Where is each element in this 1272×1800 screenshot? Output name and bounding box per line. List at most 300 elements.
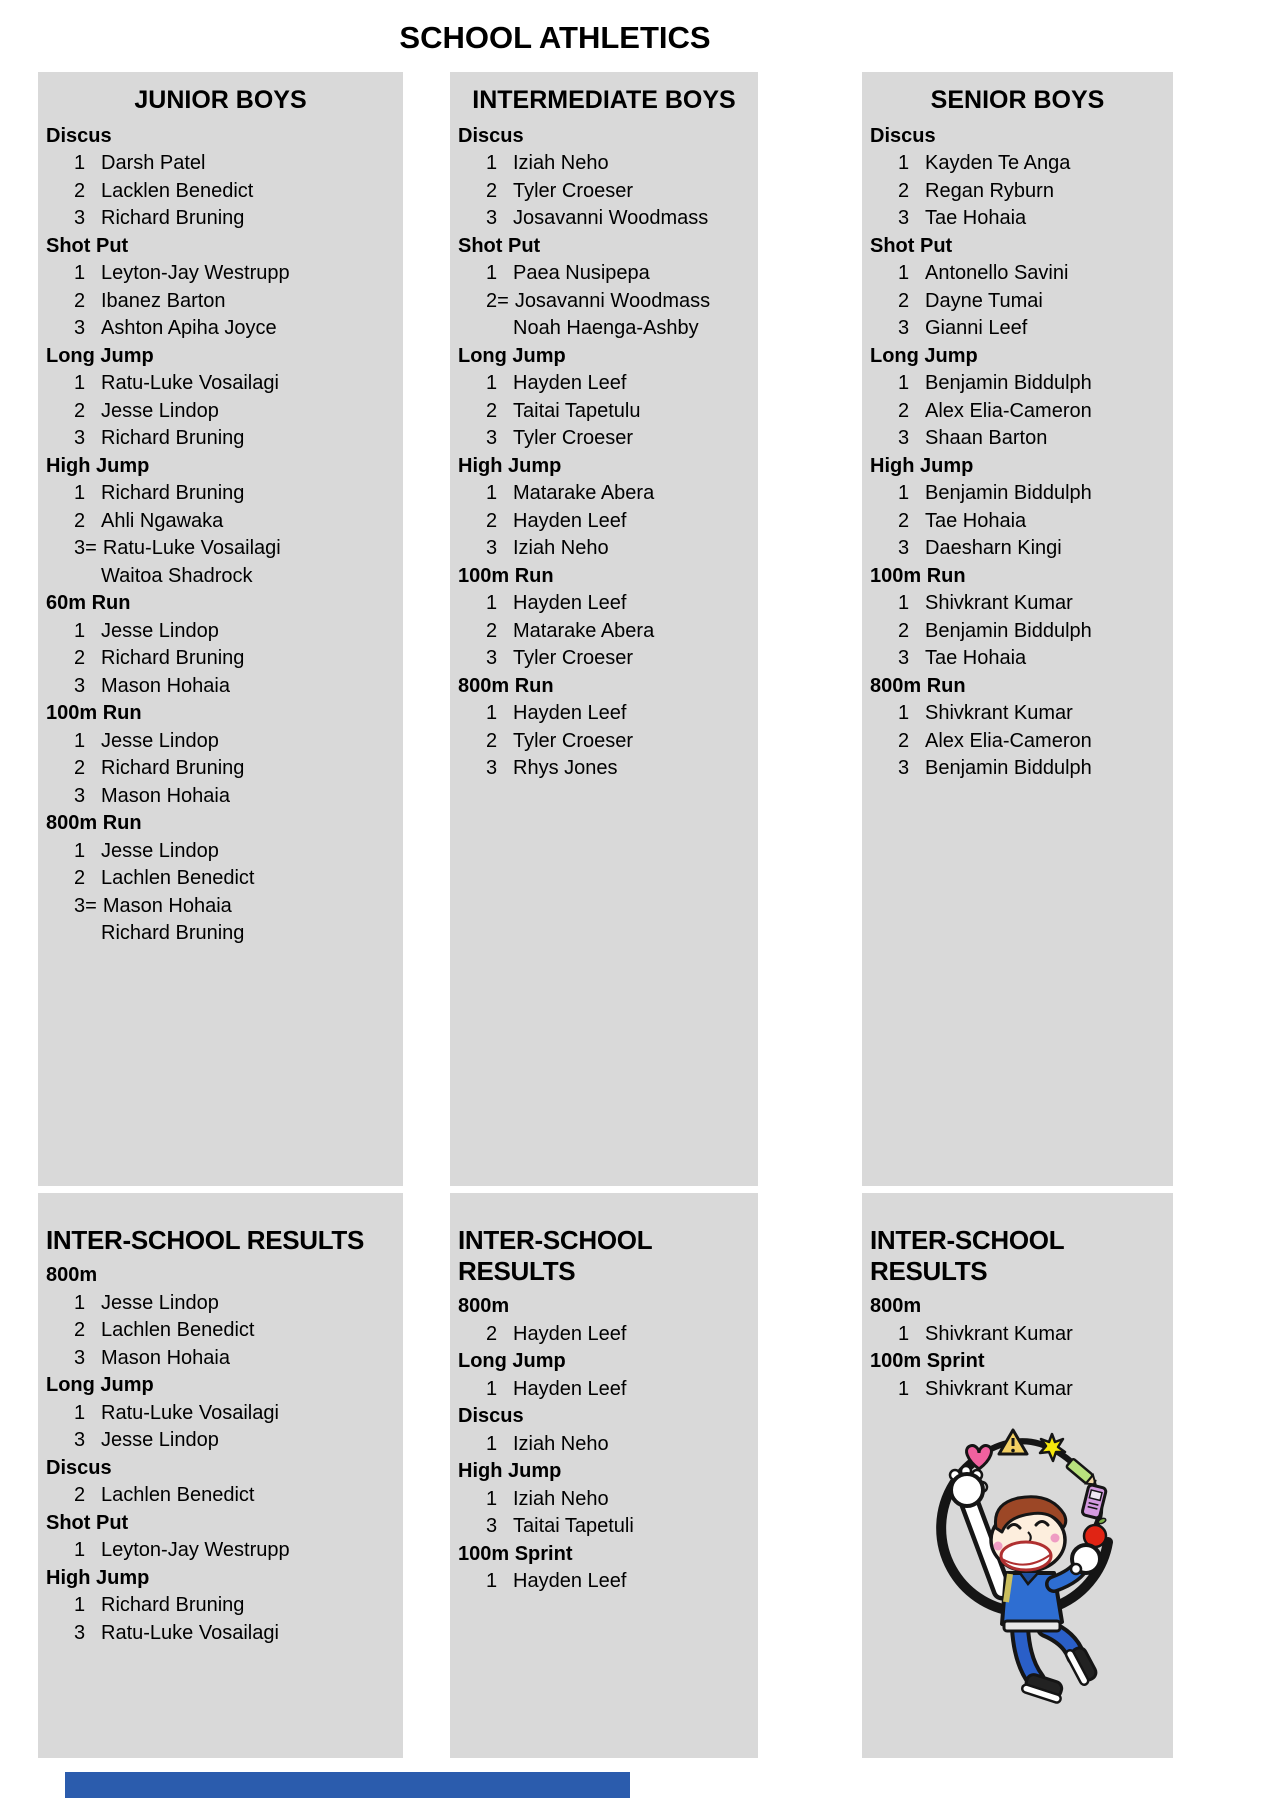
place-number: 2 <box>486 1322 498 1345</box>
competitor-name: Shivkrant Kumar <box>925 592 1073 615</box>
intermediate-boys-heading: INTERMEDIATE BOYS <box>472 86 736 114</box>
event-block <box>46 123 395 233</box>
competitor-name: Richard Bruning <box>101 757 245 780</box>
place-number: 1 <box>898 592 910 615</box>
result-row <box>46 673 395 701</box>
intermediate-inter-school-events <box>458 1293 750 1596</box>
head <box>991 1497 1066 1571</box>
competitor-name: Benjamin Biddulph <box>925 619 1092 642</box>
junior-boys-heading: JUNIOR BOYS <box>134 86 307 114</box>
result-row <box>458 178 750 206</box>
place-number: 1 <box>898 702 910 725</box>
event-block <box>46 1455 395 1510</box>
competitor-name: Shivkrant Kumar <box>925 1377 1073 1400</box>
competitor-name: Ashton Apiha Joyce <box>101 317 277 340</box>
place-number: 2 <box>898 619 910 642</box>
competitor-name: Richard Bruning <box>101 922 245 945</box>
result-row <box>458 1486 750 1514</box>
place-number: 1 <box>898 262 910 285</box>
intermediate-boys-panel <box>450 72 758 1186</box>
event-block <box>46 1372 395 1455</box>
place-number: 3 <box>74 674 86 697</box>
result-row <box>870 480 1165 508</box>
competitor-name: Daesharn Kingi <box>925 537 1062 560</box>
event-heading: 800m Run <box>870 674 966 697</box>
place-number: 3 <box>486 757 498 780</box>
result-row <box>458 700 750 728</box>
competitor-name: Tyler Croeser <box>513 647 634 670</box>
competitor-name: Matarake Abera <box>513 619 655 642</box>
event-block <box>458 1403 750 1458</box>
place-number: 1 <box>486 262 498 285</box>
event-heading: 100m Sprint <box>458 1542 573 1565</box>
result-row <box>870 755 1165 783</box>
competitor-name: Rhys Jones <box>513 757 618 780</box>
result-row <box>46 150 395 178</box>
place-number: 3 <box>74 1621 86 1644</box>
result-row <box>458 535 750 563</box>
result-row <box>458 508 750 536</box>
event-heading: Shot Put <box>46 234 129 257</box>
place-number: 3 <box>898 757 910 780</box>
result-row <box>870 618 1165 646</box>
competitor-name: Alex Elia-Cameron <box>925 729 1092 752</box>
competitor-name: Darsh Patel <box>101 152 206 175</box>
result-row <box>46 838 395 866</box>
place-number: 1 <box>486 702 498 725</box>
place-number: 2 <box>898 509 910 532</box>
place-number: 1 <box>74 262 86 285</box>
event-block <box>870 1348 1165 1403</box>
place-number: 3= <box>74 894 97 917</box>
competitor-name: Taitai Tapetulu <box>513 399 641 422</box>
result-row <box>46 315 395 343</box>
result-row <box>46 893 395 921</box>
event-block <box>458 1348 750 1403</box>
event-block <box>870 453 1165 563</box>
result-row <box>46 755 395 783</box>
competitor-name: Mason Hohaia <box>101 784 230 807</box>
event-block <box>870 123 1165 233</box>
event-heading: Long Jump <box>46 1374 154 1397</box>
event-heading: 100m Run <box>46 702 142 725</box>
competitor-name: Leyton-Jay Westrupp <box>101 1539 290 1562</box>
event-heading: 60m Run <box>46 592 131 615</box>
place-number: 3 <box>74 317 86 340</box>
competitor-name: Tae Hohaia <box>925 207 1027 230</box>
result-row <box>46 425 395 453</box>
place-number: 1 <box>486 152 498 175</box>
event-block <box>458 453 750 563</box>
place-number: 3 <box>74 1429 86 1452</box>
competitor-name: Noah Haenga-Ashby <box>513 317 699 340</box>
intermediate-events <box>458 123 750 783</box>
competitor-name: Lachlen Benedict <box>101 1484 255 1507</box>
place-number: 1 <box>74 839 86 862</box>
event-heading: 100m Run <box>458 564 554 587</box>
competitor-name: Richard Bruning <box>101 482 245 505</box>
event-block <box>46 1262 395 1372</box>
place-number: 1 <box>486 1432 498 1455</box>
competitor-name: Hayden Leef <box>513 592 627 615</box>
intermediate-inter-school-panel <box>450 1193 758 1758</box>
event-heading: High Jump <box>458 1460 562 1483</box>
place-number: 3 <box>898 427 910 450</box>
intermediate-inter-school-heading: INTER-SCHOOL RESULTS <box>458 1225 652 1287</box>
event-heading: 100m Sprint <box>870 1350 985 1373</box>
result-row <box>46 370 395 398</box>
competitor-name: Iziah Neho <box>513 1487 609 1510</box>
event-block <box>458 563 750 673</box>
right-shoe <box>1065 1644 1100 1686</box>
event-heading: Shot Put <box>870 234 953 257</box>
result-row <box>870 535 1165 563</box>
result-row <box>458 1431 750 1459</box>
place-number: 1 <box>486 1377 498 1400</box>
place-number: 1 <box>74 152 86 175</box>
result-row <box>46 288 395 316</box>
result-row <box>870 205 1165 233</box>
place-number: 3 <box>74 207 86 230</box>
place-number: 3 <box>898 537 910 560</box>
event-block <box>458 1541 750 1596</box>
result-row <box>870 260 1165 288</box>
result-row <box>870 508 1165 536</box>
result-row <box>870 645 1165 673</box>
competitor-name: Jesse Lindop <box>101 1429 219 1452</box>
result-row <box>870 700 1165 728</box>
event-heading: Shot Put <box>458 234 541 257</box>
place-number: 3 <box>486 1515 498 1538</box>
senior-events <box>870 123 1165 783</box>
place-number: 1 <box>74 729 86 752</box>
competitor-name: Ahli Ngawaka <box>101 509 224 532</box>
competitor-name: Benjamin Biddulph <box>925 482 1092 505</box>
result-row <box>46 618 395 646</box>
senior-inter-school-events <box>870 1293 1165 1403</box>
result-row <box>46 535 395 563</box>
competitor-name: Richard Bruning <box>101 1594 245 1617</box>
event-block <box>458 1458 750 1541</box>
result-row <box>458 1321 750 1349</box>
result-row <box>870 728 1165 756</box>
footer-bar <box>65 1772 630 1798</box>
event-block <box>46 1565 395 1648</box>
competitor-name: Ratu-Luke Vosailagi <box>102 537 281 560</box>
place-number: 3 <box>486 537 498 560</box>
event-heading: Long Jump <box>870 344 978 367</box>
result-row <box>46 260 395 288</box>
place-number: 2= <box>486 289 509 312</box>
event-heading: 800m Run <box>458 674 554 697</box>
place-number: 1 <box>486 1570 498 1593</box>
event-heading: 800m Run <box>46 812 142 835</box>
result-row <box>870 590 1165 618</box>
result-row <box>870 178 1165 206</box>
competitor-name: Richard Bruning <box>101 207 245 230</box>
place-number: 1 <box>898 482 910 505</box>
result-row <box>870 1376 1165 1404</box>
competitor-name: Ibanez Barton <box>101 289 226 312</box>
event-heading: Discus <box>458 1405 524 1428</box>
event-block <box>458 673 750 783</box>
competitor-name: Tyler Croeser <box>513 729 634 752</box>
result-row <box>458 755 750 783</box>
result-row <box>870 425 1165 453</box>
competitor-name: Leyton-Jay Westrupp <box>101 262 290 285</box>
result-row <box>870 150 1165 178</box>
event-block <box>870 673 1165 783</box>
result-row <box>458 645 750 673</box>
competitor-name: Alex Elia-Cameron <box>925 399 1092 422</box>
result-row <box>870 288 1165 316</box>
competitor-name: Mason Hohaia <box>102 894 232 917</box>
place-number: 2 <box>74 867 86 890</box>
place-number: 3 <box>486 207 498 230</box>
event-heading: High Jump <box>870 454 974 477</box>
event-block <box>458 1293 750 1348</box>
competitor-name: Hayden Leef <box>513 1377 627 1400</box>
result-row <box>46 205 395 233</box>
junior-inter-school-panel <box>38 1193 403 1758</box>
result-row <box>870 315 1165 343</box>
result-row <box>870 1321 1165 1349</box>
competitor-name: Shaan Barton <box>925 427 1048 450</box>
result-row <box>458 398 750 426</box>
page-title: SCHOOL ATHLETICS <box>399 20 711 55</box>
place-number: 2 <box>74 1319 86 1342</box>
left-shoe <box>1021 1672 1065 1703</box>
event-heading: High Jump <box>458 454 562 477</box>
result-row <box>46 398 395 426</box>
competitor-name: Regan Ryburn <box>925 179 1054 202</box>
event-block <box>46 810 395 948</box>
place-number: 2 <box>74 179 86 202</box>
event-block <box>46 700 395 810</box>
place-number: 2 <box>74 1484 86 1507</box>
place-number: 1 <box>486 592 498 615</box>
legs <box>1020 1628 1099 1704</box>
competitor-name: Waitoa Shadrock <box>101 564 253 587</box>
place-number: 3 <box>74 784 86 807</box>
competitor-name: Lacklen Benedict <box>101 179 254 202</box>
result-row <box>458 728 750 756</box>
senior-boys-heading: SENIOR BOYS <box>930 86 1105 114</box>
result-row <box>458 205 750 233</box>
place-number: 3 <box>898 317 910 340</box>
place-number: 1 <box>898 152 910 175</box>
competitor-name: Ratu-Luke Vosailagi <box>101 1621 279 1644</box>
result-row <box>46 480 395 508</box>
place-number: 1 <box>898 372 910 395</box>
result-row <box>46 178 395 206</box>
place-number: 2 <box>898 399 910 422</box>
result-row <box>458 590 750 618</box>
competitor-name: Iziah Neho <box>513 537 609 560</box>
competitor-name: Benjamin Biddulph <box>925 757 1092 780</box>
competitor-name: Hayden Leef <box>513 702 627 725</box>
competitor-name: Josavanni Woodmass <box>513 207 709 230</box>
result-row <box>46 920 395 948</box>
place-number: 3 <box>486 647 498 670</box>
event-heading: Long Jump <box>46 344 154 367</box>
competitor-name: Hayden Leef <box>513 1570 627 1593</box>
result-row <box>46 1345 395 1373</box>
competitor-name: Mason Hohaia <box>101 1346 230 1369</box>
result-row <box>46 728 395 756</box>
competitor-name: Hayden Leef <box>513 372 627 395</box>
competitor-name: Tae Hohaia <box>925 509 1027 532</box>
event-block <box>870 563 1165 673</box>
place-number: 1 <box>74 1401 86 1424</box>
result-row <box>46 645 395 673</box>
apple-icon <box>1084 1517 1107 1547</box>
event-block <box>46 1510 395 1565</box>
event-block <box>458 233 750 343</box>
place-number: 3= <box>74 537 97 560</box>
event-block <box>46 590 395 700</box>
competitor-name: Jesse Lindop <box>101 729 219 752</box>
event-block <box>46 453 395 591</box>
place-number: 2 <box>486 179 498 202</box>
place-number: 1 <box>898 1377 910 1400</box>
result-row <box>458 480 750 508</box>
competitor-name: Gianni Leef <box>925 317 1028 340</box>
competitor-name: Mason Hohaia <box>101 674 230 697</box>
result-row <box>46 1620 395 1648</box>
junior-boys-panel <box>38 72 403 1186</box>
event-heading: Discus <box>46 124 112 147</box>
result-row <box>46 865 395 893</box>
place-number: 1 <box>486 372 498 395</box>
event-block <box>458 123 750 233</box>
event-block <box>46 233 395 343</box>
result-row <box>46 1290 395 1318</box>
competitor-name: Hayden Leef <box>513 1322 627 1345</box>
place-number: 1 <box>898 1322 910 1345</box>
event-heading: Discus <box>458 124 524 147</box>
place-number: 2 <box>898 729 910 752</box>
event-block <box>870 1293 1165 1348</box>
place-number: 2 <box>898 289 910 312</box>
competitor-name: Kayden Te Anga <box>925 152 1071 175</box>
place-number: 2 <box>486 729 498 752</box>
phone-icon <box>1082 1478 1108 1518</box>
place-number: 2 <box>74 647 86 670</box>
competitor-name: Paea Nusipepa <box>513 262 650 285</box>
place-number: 2 <box>486 509 498 532</box>
result-row <box>46 1537 395 1565</box>
place-number: 1 <box>74 619 86 642</box>
place-number: 1 <box>74 1594 86 1617</box>
event-heading: Discus <box>46 1456 112 1479</box>
place-number: 2 <box>486 399 498 422</box>
smile <box>1001 1542 1051 1570</box>
result-row <box>458 1376 750 1404</box>
event-heading: 800m <box>458 1295 510 1318</box>
event-heading: 800m <box>46 1264 98 1287</box>
place-number: 2 <box>74 757 86 780</box>
event-heading: Long Jump <box>458 344 566 367</box>
place-number: 2 <box>74 289 86 312</box>
junior-inter-school-heading: INTER-SCHOOL RESULTS <box>46 1225 365 1255</box>
competitor-name: Tae Hohaia <box>925 647 1027 670</box>
event-heading: Shot Put <box>46 1511 129 1534</box>
place-number: 2 <box>74 509 86 532</box>
competitor-name: Shivkrant Kumar <box>925 702 1073 725</box>
event-heading: High Jump <box>46 454 150 477</box>
result-row <box>870 398 1165 426</box>
competitor-name: Tyler Croeser <box>513 179 634 202</box>
senior-boys-panel <box>862 72 1173 1186</box>
junior-inter-school-events <box>46 1262 395 1647</box>
result-row <box>458 315 750 343</box>
result-row <box>46 1400 395 1428</box>
result-row <box>46 1482 395 1510</box>
competitor-name: Josavanni Woodmass <box>514 289 711 312</box>
place-number: 3 <box>898 207 910 230</box>
place-number: 1 <box>74 1539 86 1562</box>
competitor-name: Antonello Savini <box>925 262 1069 285</box>
result-row <box>458 425 750 453</box>
event-block <box>46 343 395 453</box>
result-row <box>46 1317 395 1345</box>
event-heading: 800m <box>870 1295 922 1318</box>
competitor-name: Jesse Lindop <box>101 839 219 862</box>
result-row <box>46 1592 395 1620</box>
competitor-name: Dayne Tumai <box>925 289 1043 312</box>
competitor-name: Hayden Leef <box>513 509 627 532</box>
result-row <box>458 1513 750 1541</box>
event-block <box>870 233 1165 343</box>
competitor-name: Taitai Tapetuli <box>513 1515 634 1538</box>
result-row <box>870 370 1165 398</box>
competitor-name: Jesse Lindop <box>101 1291 219 1314</box>
competitor-name: Iziah Neho <box>513 1432 609 1455</box>
result-row <box>458 260 750 288</box>
competitor-name: Tyler Croeser <box>513 427 634 450</box>
place-number: 1 <box>74 1291 86 1314</box>
competitor-name: Jesse Lindop <box>101 399 219 422</box>
place-number: 3 <box>74 427 86 450</box>
competitor-name: Lachlen Benedict <box>101 1319 255 1342</box>
result-row <box>46 508 395 536</box>
place-number: 1 <box>74 482 86 505</box>
place-number: 1 <box>486 1487 498 1510</box>
senior-inter-school-heading: INTER-SCHOOL RESULTS <box>870 1225 1064 1287</box>
junior-events <box>46 123 395 948</box>
place-number: 3 <box>486 427 498 450</box>
place-number: 2 <box>898 179 910 202</box>
jumping-boy-illustration <box>922 1422 1136 1752</box>
event-heading: Discus <box>870 124 936 147</box>
place-number: 1 <box>486 482 498 505</box>
result-row <box>458 370 750 398</box>
place-number: 2 <box>74 399 86 422</box>
competitor-name: Ratu-Luke Vosailagi <box>101 372 279 395</box>
competitor-name: Matarake Abera <box>513 482 655 505</box>
event-heading: 100m Run <box>870 564 966 587</box>
event-heading: High Jump <box>46 1566 150 1589</box>
competitor-name: Richard Bruning <box>101 427 245 450</box>
result-row <box>46 783 395 811</box>
place-number: 1 <box>74 372 86 395</box>
competitor-name: Jesse Lindop <box>101 619 219 642</box>
event-block <box>458 343 750 453</box>
place-number: 3 <box>898 647 910 670</box>
competitor-name: Shivkrant Kumar <box>925 1322 1073 1345</box>
result-row <box>458 618 750 646</box>
